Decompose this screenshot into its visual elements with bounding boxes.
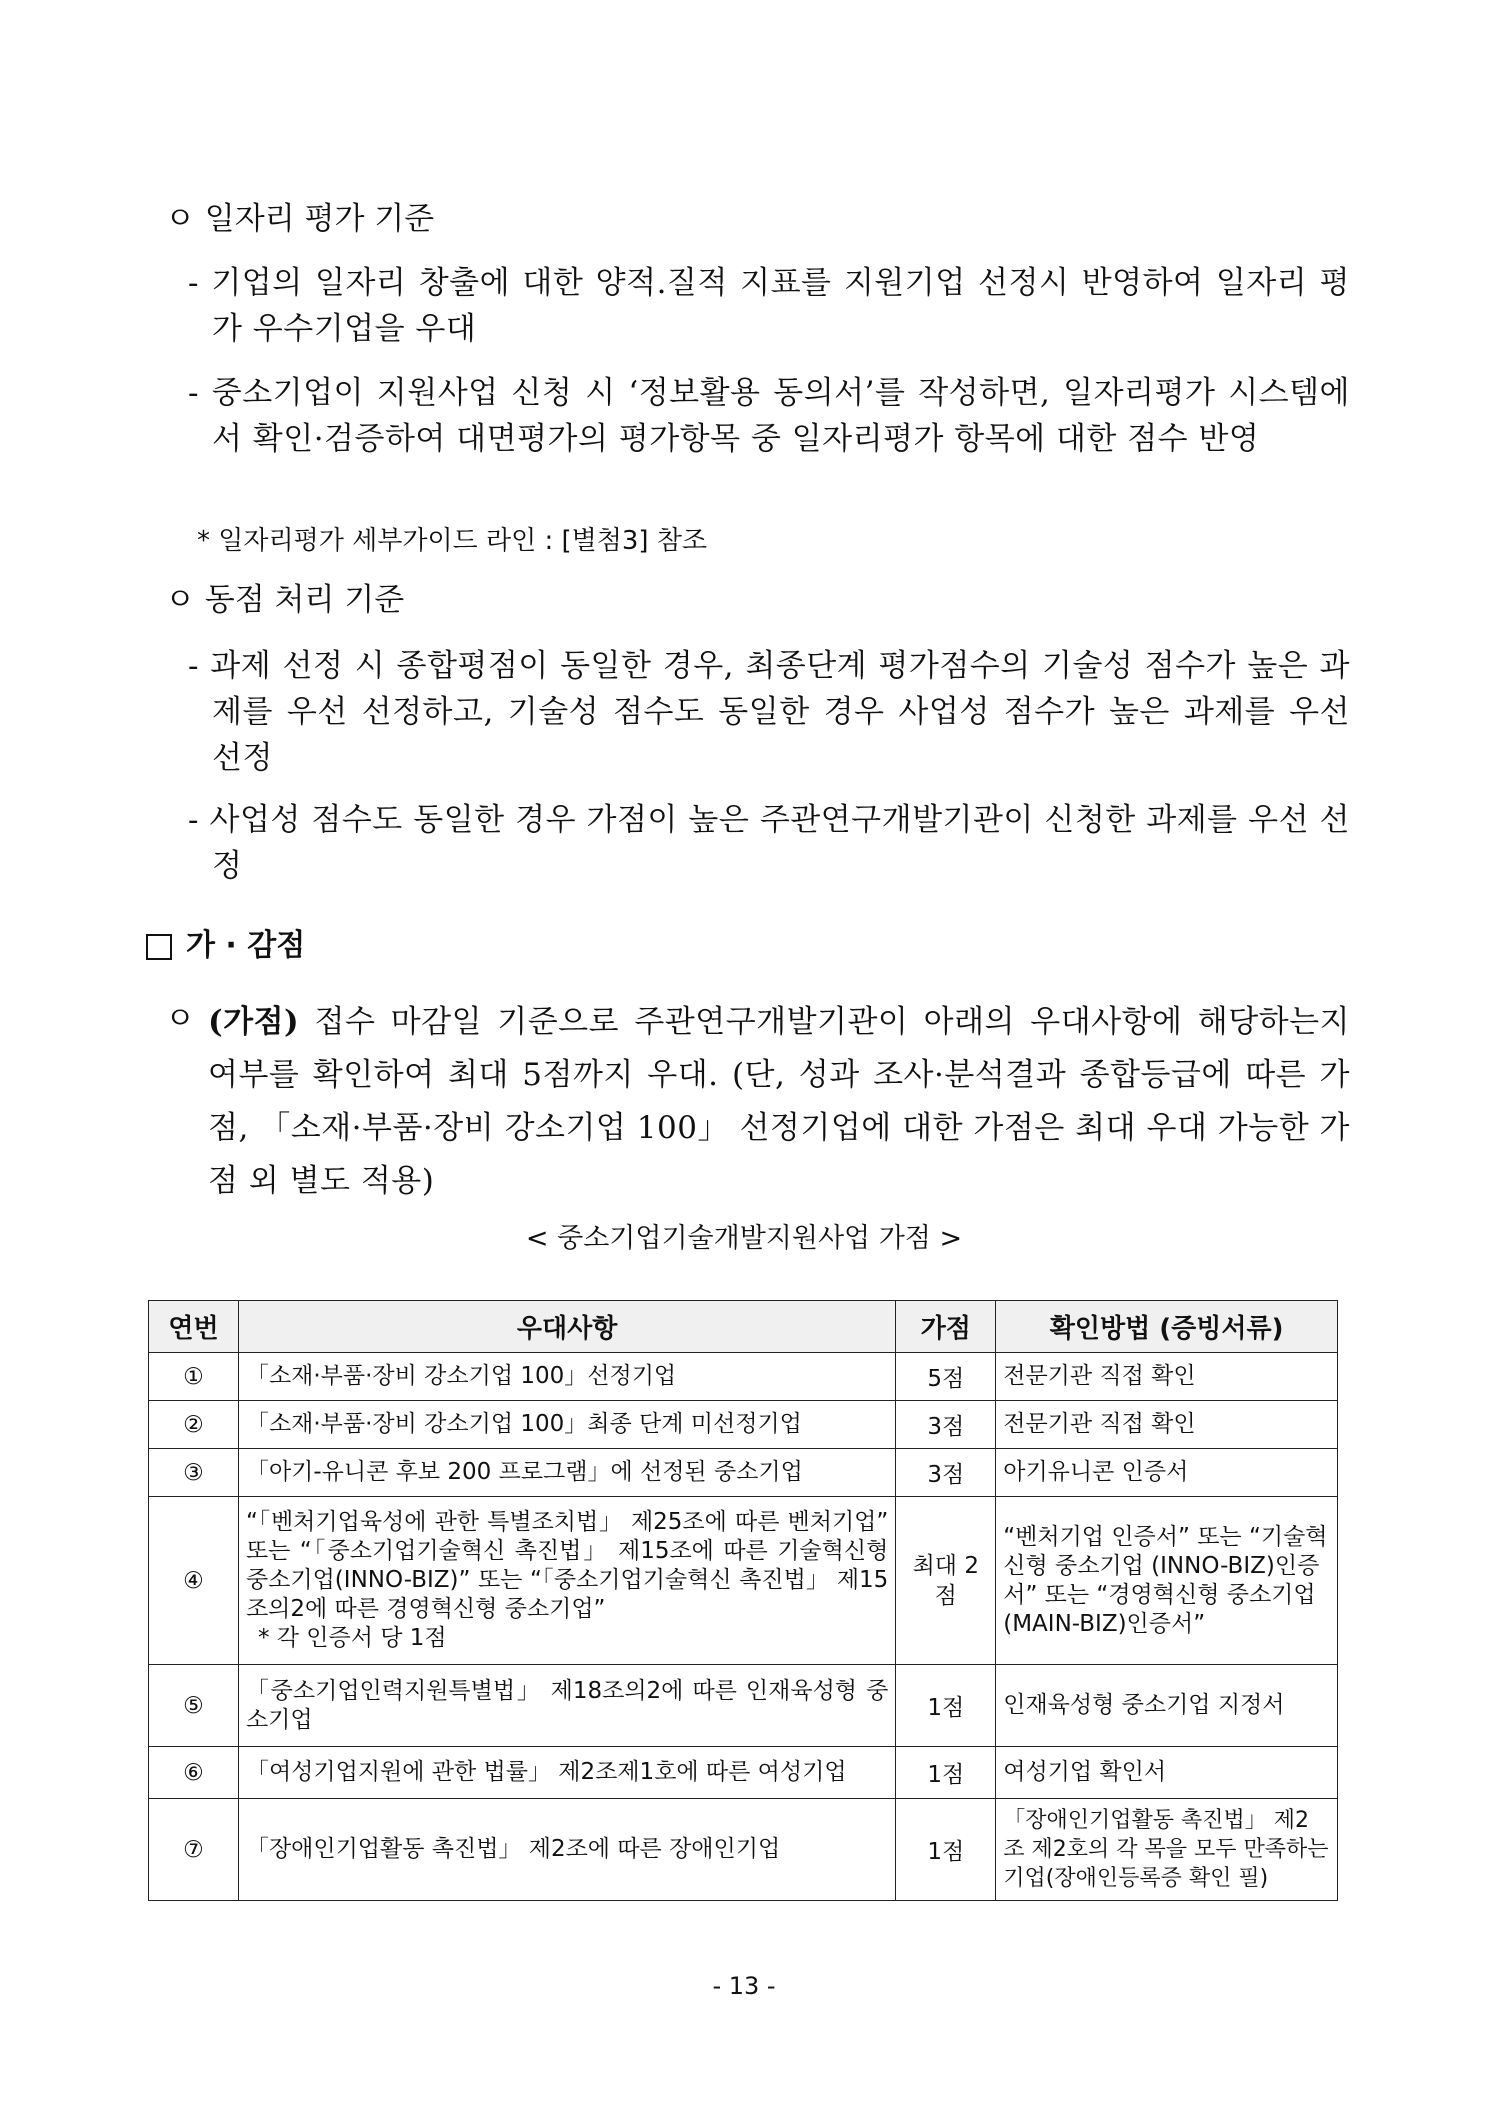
page-number: - 13 - bbox=[712, 1972, 776, 2000]
bonus-paragraph-text: 접수 마감일 기준으로 주관연구개발기관이 아래의 우대사항에 해당하는지 여부를 확인하여 최대 5점까지 우대. (단, 성과 조사·분석결과 종합등급에 따른 가점, 「소재·부품·장비 강소기업 100」 선정기업에 대한 가점은 최대 우대 가능한 가점 외 별도 적용) bbox=[208, 1004, 1350, 1199]
row-no: ⑤ bbox=[149, 1665, 239, 1747]
tie-heading: ㅇ 동점 처리 기준 bbox=[165, 582, 405, 618]
row-proof: “벤처기업 인증서” 또는 “기술혁신형 중소기업 (INNO-BIZ)인증서” 또는 “경영혁신형 중소기업 (MAIN-BIZ)인증서” bbox=[996, 1497, 1338, 1665]
job-eval-item-1: - 기업의 일자리 창출에 대한 양적.질적 지표를 지원기업 선정시 반영하여 일자리 평가 우수기업을 우대 bbox=[188, 265, 1350, 347]
tie-item-1: - 과제 선정 시 종합평점이 동일한 경우, 최종단계 평가점수의 기술성 점수가 높은 과제를 우선 선정하고, 기술성 점수도 동일한 경우 사업성 점수가 높은 과제를 우선 선정 bbox=[188, 648, 1350, 776]
bonus-circle: ㅇ bbox=[165, 1001, 196, 1037]
row-proof: 「장애인기업활동 촉진법」 제2조 제2호의 각 목을 모두 만족하는 기업(장애인등록증 확인 필) bbox=[996, 1799, 1338, 1901]
job-eval-heading: ㅇ 일자리 평가 기준 bbox=[165, 201, 435, 237]
row-points: 1점 bbox=[896, 1747, 996, 1799]
row-item: 「여성기업지원에 관한 법률」 제2조제1호에 따른 여성기업 bbox=[238, 1747, 895, 1799]
row-points: 1점 bbox=[896, 1665, 996, 1747]
row-points: 3점 bbox=[896, 1449, 996, 1497]
tie-item-2: - 사업성 점수도 동일한 경우 가점이 높은 주관연구개발기관이 신청한 과제를 우선 선정 bbox=[188, 802, 1350, 884]
table-row bbox=[149, 1497, 1338, 1665]
table-row bbox=[149, 1665, 1338, 1747]
row-item: 「아기-유니콘 후보 200 프로그램」에 선정된 중소기업 bbox=[238, 1449, 895, 1497]
header-no: 연번 bbox=[149, 1301, 239, 1353]
row-proof: 전문기관 직접 확인 bbox=[996, 1401, 1338, 1449]
row-no: ① bbox=[149, 1353, 239, 1401]
row-item: 「소재·부품·장비 강소기업 100」최종 단계 미선정기업 bbox=[238, 1401, 895, 1449]
row-item-cell bbox=[238, 1497, 895, 1665]
bonus-table bbox=[148, 1300, 1338, 1901]
row-points: 1점 bbox=[896, 1799, 996, 1901]
row-no: ② bbox=[149, 1401, 239, 1449]
header-item: 우대사항 bbox=[238, 1301, 895, 1353]
table-header-row bbox=[149, 1301, 1338, 1353]
row-no: ⑦ bbox=[149, 1799, 239, 1901]
job-eval-note: * 일자리평가 세부가이드 라인 : [별첨3] 참조 bbox=[197, 526, 708, 556]
row-no: ④ bbox=[149, 1497, 239, 1665]
row-proof: 여성기업 확인서 bbox=[996, 1747, 1338, 1799]
row-item: 「중소기업인력지원특별법」 제18조의2에 따른 인재육성형 중소기업 bbox=[238, 1665, 895, 1747]
bonus-title-text: 가 · 감점 bbox=[186, 928, 306, 963]
bonus-paragraph bbox=[208, 996, 1350, 1208]
row-points: 3점 bbox=[896, 1401, 996, 1449]
checkbox-square-icon bbox=[146, 934, 172, 960]
row-item: 「장애인기업활동 촉진법」 제2조에 따른 장애인기업 bbox=[238, 1799, 895, 1901]
row-points: 5점 bbox=[896, 1353, 996, 1401]
table-row bbox=[149, 1747, 1338, 1799]
row-no: ③ bbox=[149, 1449, 239, 1497]
row-item: 「소재·부품·장비 강소기업 100」선정기업 bbox=[238, 1353, 895, 1401]
table-caption: < 중소기업기술개발지원사업 가점 > bbox=[525, 1223, 963, 1254]
bonus-section-title bbox=[146, 920, 305, 964]
row-no: ⑥ bbox=[149, 1747, 239, 1799]
row-points: 최대 2점 bbox=[896, 1497, 996, 1665]
row-proof: 아기유니콘 인증서 bbox=[996, 1449, 1338, 1497]
table-row bbox=[149, 1401, 1338, 1449]
row-item: “「벤처기업육성에 관한 특별조치법」 제25조에 따른 벤처기업” 또는 “「중소기업기술혁신 촉진법」 제15조에 따른 기술혁신형 중소기업(INNO-BIZ)” 또는 “「중소기업기술혁신 촉진법」 제15조의2에 따른 경영혁신형 중소기업” bbox=[245, 1509, 889, 1622]
bonus-paragraph-bold: (가점) bbox=[208, 1004, 300, 1040]
table-row bbox=[149, 1353, 1338, 1401]
row-proof: 인재육성형 중소기업 지정서 bbox=[996, 1665, 1338, 1747]
row-proof: 전문기관 직접 확인 bbox=[996, 1353, 1338, 1401]
table-row bbox=[149, 1449, 1338, 1497]
row-item-note: * 각 인증서 당 1점 bbox=[257, 1625, 447, 1651]
table-row bbox=[149, 1799, 1338, 1901]
header-proof: 확인방법 (증빙서류) bbox=[996, 1301, 1338, 1353]
header-points: 가점 bbox=[896, 1301, 996, 1353]
job-eval-item-2: - 중소기업이 지원사업 신청 시 ‘정보활용 동의서’를 작성하면, 일자리평가 시스템에서 확인·검증하여 대면평가의 평가항목 중 일자리평가 항목에 대한 점수 반영 bbox=[188, 375, 1350, 457]
